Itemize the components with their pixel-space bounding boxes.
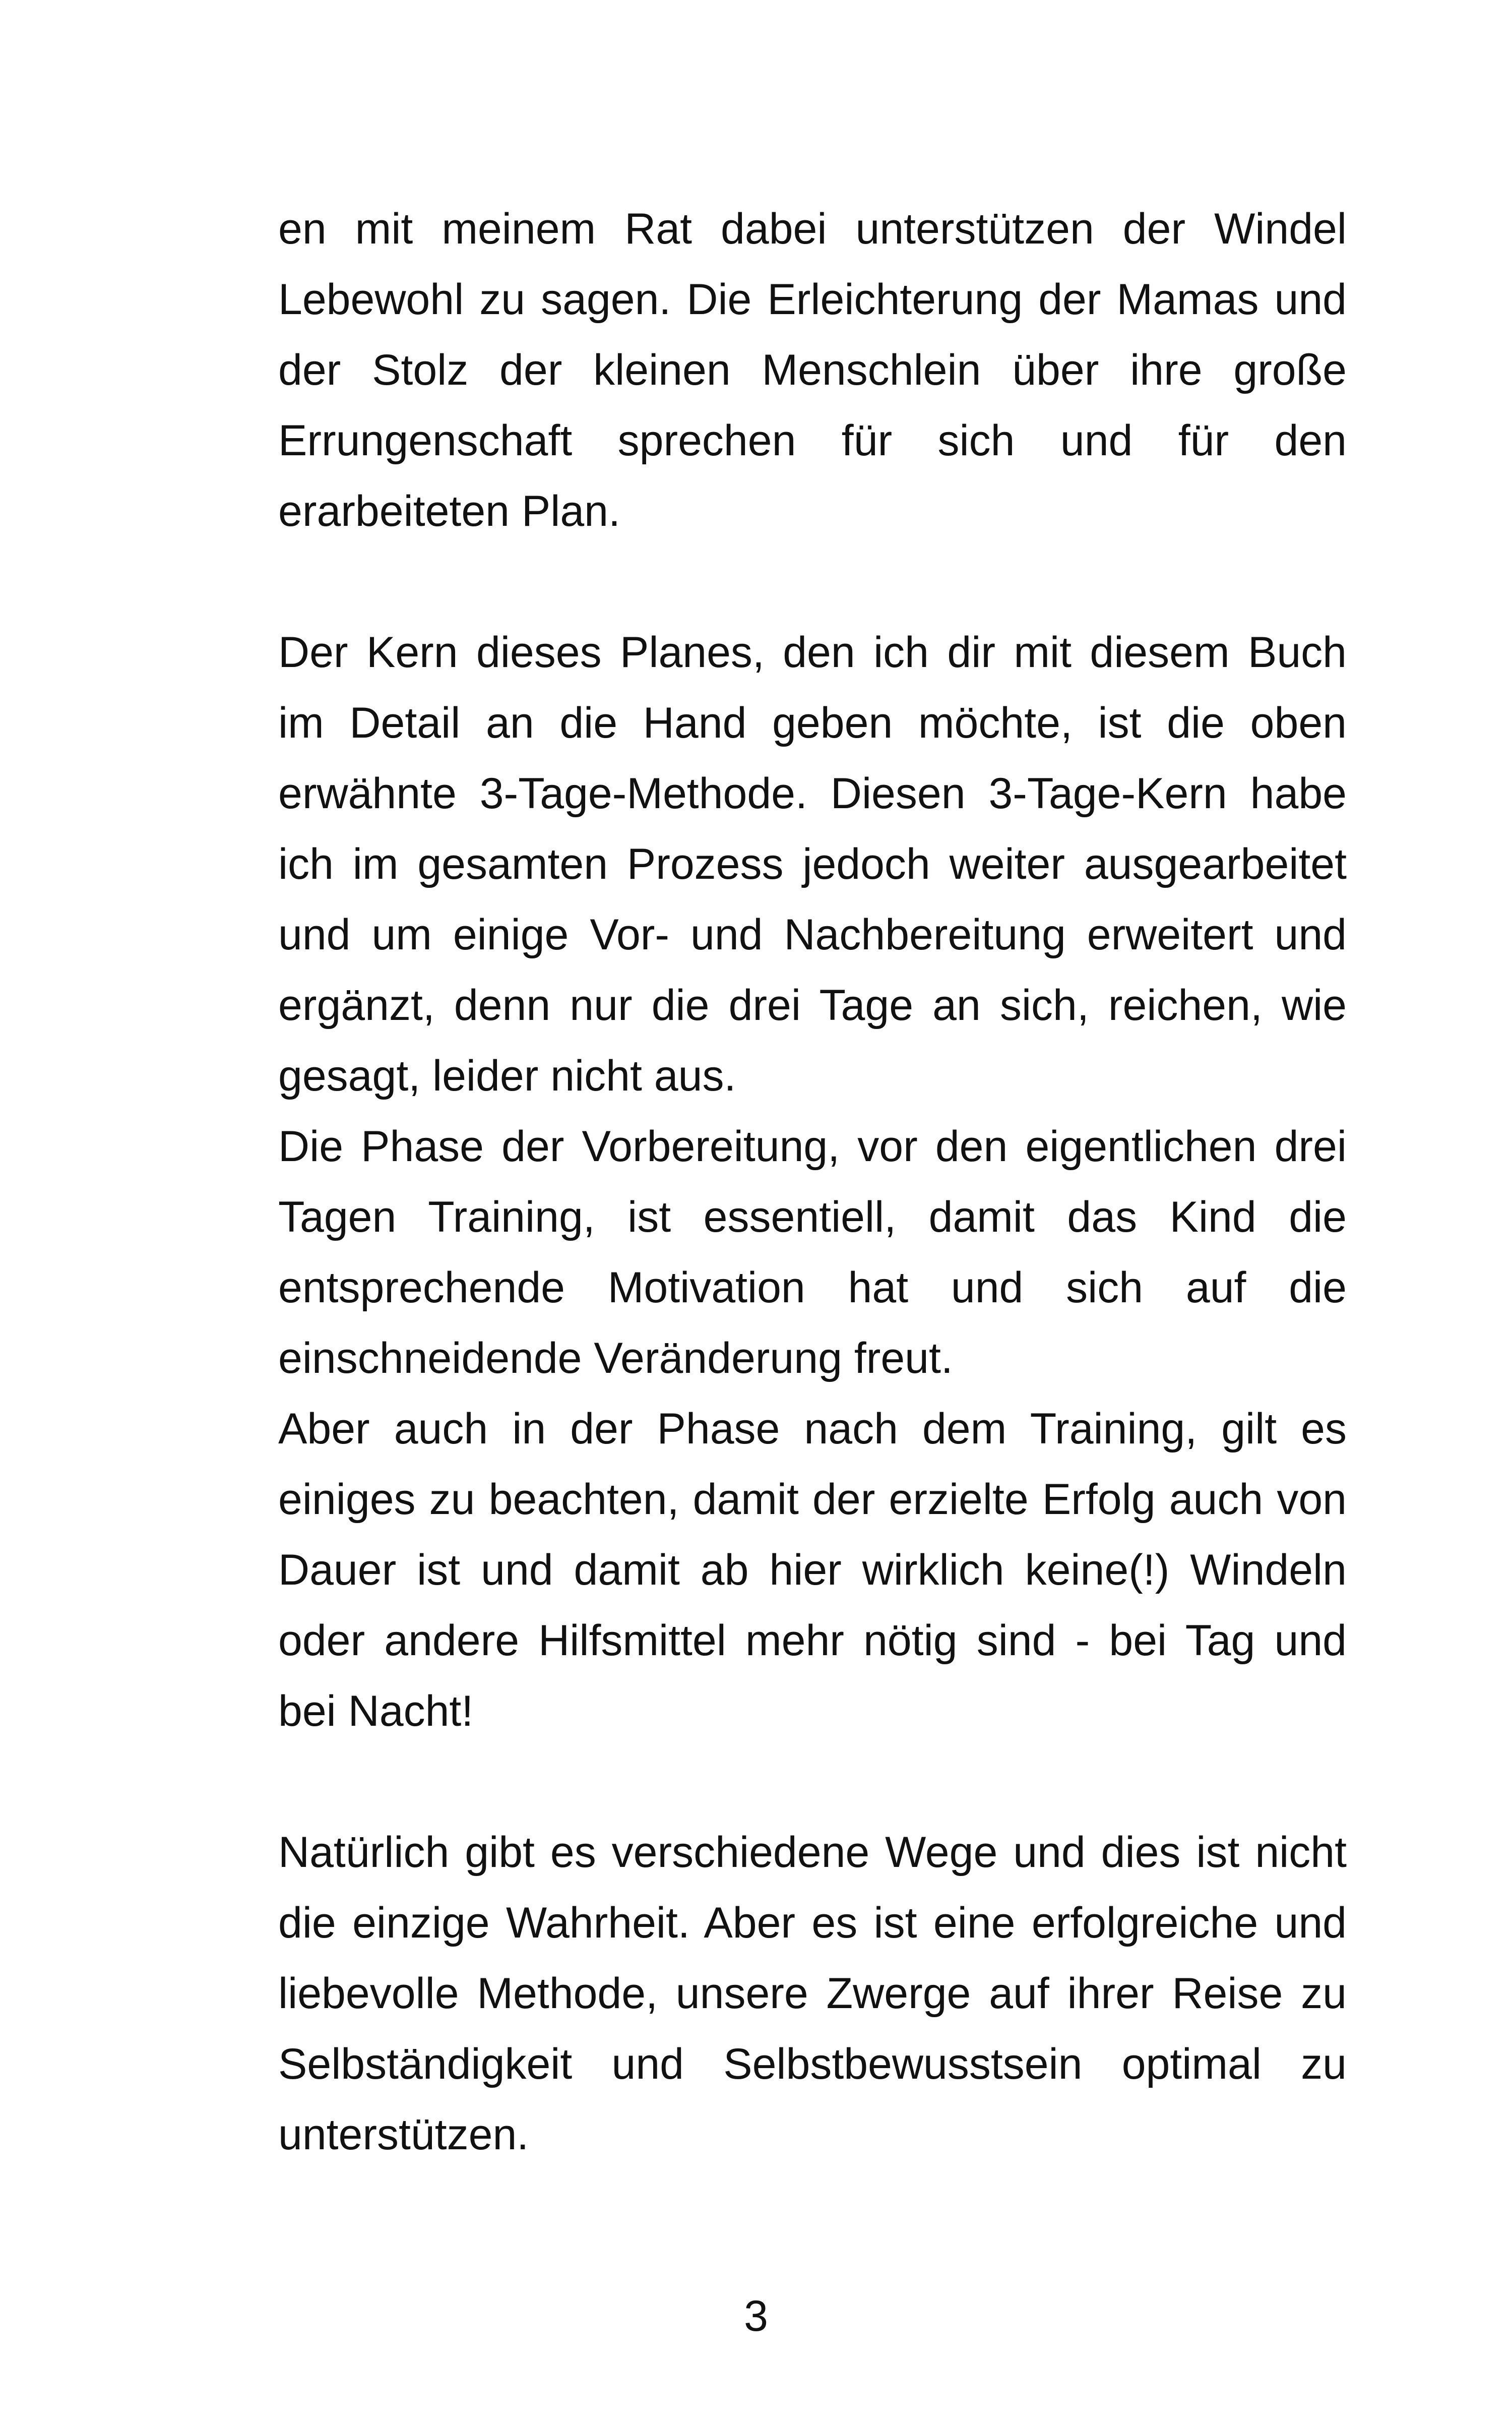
paragraph-intro: en mit meinem Rat dabei unterstützen der Windel Lebewohl zu sagen. Die Erleichterung der Mamas und der Stolz der kleinen Menschlein über ihre große Errungenschaft sprechen für sich und für den erarbeiteten Plan. xyxy=(278,205,1347,535)
paragraph-core-method: Der Kern dieses Planes, den ich dir mit diesem Buch im Detail an die Hand geben möchte, ist die oben erwähnte 3-Tage-Methode. Diesen 3-Tage-Kern habe ich im gesamten Prozess jedoch weiter ausgearbeitet und um einige Vor- und Nachbereitung erweitert und ergänzt, denn nur die drei Tage an sich, reichen, wie gesagt, leider nicht aus. xyxy=(278,628,1347,1100)
page-number: 3 xyxy=(744,2292,768,2340)
paragraph-conclusion: Natürlich gibt es verschiedene Wege und dies ist nicht die einzige Wahrheit. Aber es ist eine erfolgreiche und liebevolle Methode, unsere Zwerge auf ihrer Reise zu Selbständigkeit und Selbstbewusstsein optimal zu unterstützen. xyxy=(278,1828,1347,2159)
body-text xyxy=(278,194,1347,2170)
paragraph-preparation: Die Phase der Vorbereitung, vor den eigentlichen drei Tagen Training, ist essentiell, damit das Kind die entsprechende Motivation hat und sich auf die einschneidende Veränderung freut. xyxy=(278,1122,1347,1382)
paragraph-after-training: Aber auch in der Phase nach dem Training, gilt es einiges zu beachten, damit der erzielte Erfolg auch von Dauer ist und damit ab hier wirklich keine(!) Windeln oder andere Hilfsmittel mehr nötig sind - bei Tag und bei Nacht! xyxy=(278,1405,1347,1735)
